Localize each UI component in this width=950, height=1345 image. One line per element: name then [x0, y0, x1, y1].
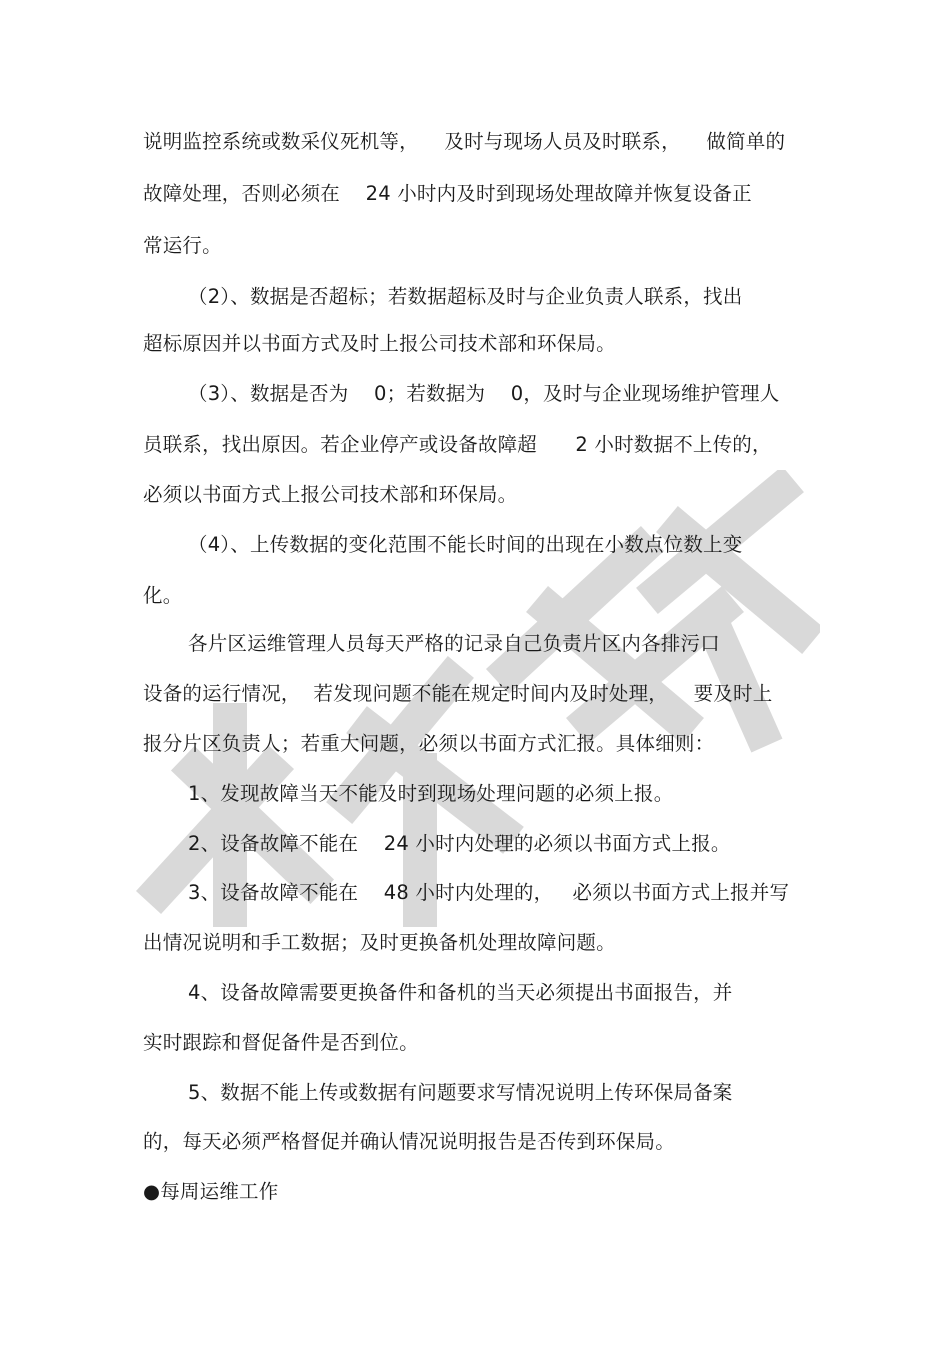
paragraph-line: 化。 [143, 584, 183, 607]
list-item-continuation: 的，每天必须严格督促并确认情况说明报告是否传到环保局。 [143, 1130, 675, 1153]
paragraph-line: 报分片区负责人；若重大问题，必须以书面方式汇报。具体细则： [143, 732, 715, 755]
paragraph-line: 各片区运维管理人员每天严格的记录自己负责片区内各排污口 [188, 632, 720, 655]
paragraph-line: 必须以书面方式上报公司技术部和环保局。 [143, 483, 518, 506]
list-item-continuation: 出情况说明和手工数据；及时更换备机处理故障问题。 [143, 931, 616, 954]
paragraph-line: 超标原因并以书面方式及时上报公司技术部和环保局。 [143, 332, 616, 355]
list-item: 2、设备故障不能在 24 小时内处理的必须以书面方式上报。 [188, 832, 731, 855]
paragraph-line: 说明监控系统或数采仪死机等， 及时与现场人员及时联系， 做简单的 [143, 130, 786, 153]
list-item-continuation: 实时跟踪和督促备件是否到位。 [143, 1031, 419, 1054]
list-item: 5、数据不能上传或数据有问题要求写情况说明上传环保局备案 [188, 1081, 733, 1104]
list-item: 3、设备故障不能在 48 小时内处理的， 必须以书面方式上报并写 [188, 881, 790, 904]
paragraph-line: （2）、数据是否超标；若数据超标及时与企业负责人联系，找出 [188, 285, 743, 308]
paragraph-line: 设备的运行情况， 若发现问题不能在规定时间内及时处理， 要及时上 [143, 682, 773, 705]
paragraph-line: 员联系，找出原因。若企业停产或设备故障超 2 小时数据不上传的， [143, 433, 772, 456]
paragraph-line: （3）、数据是否为 0；若数据为 0，及时与企业现场维护管理人 [188, 382, 780, 405]
list-item: 1、发现故障当天不能及时到现场处理问题的必须上报。 [188, 782, 674, 805]
section-heading: ●每周运维工作 [143, 1180, 279, 1203]
paragraph-line: （4）、上传数据的变化范围不能长时间的出现在小数点位数上变 [188, 533, 743, 556]
paragraph-line: 故障处理，否则必须在 24 小时内及时到现场处理故障并恢复设备正 [143, 182, 752, 205]
list-item: 4、设备故障需要更换备件和备机的当天必须提出书面报告，并 [188, 981, 733, 1004]
paragraph-line: 常运行。 [143, 234, 222, 257]
